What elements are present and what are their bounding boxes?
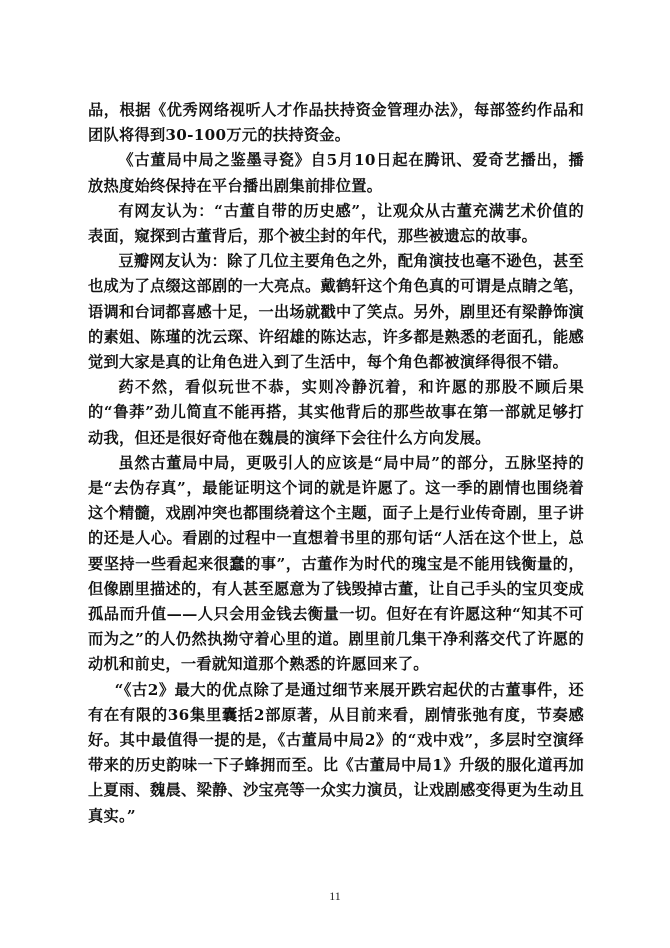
paragraph-theme-analysis: 虽然古董局中局，更吸引人的应该是“局中局”的部分，五脉坚持的是“去伪存真”，最能证明这个词的就是许愿了。这一季的剧情也围绕着这个精髓，戏剧冲突也都围绕着这个主题，面子上是行业传奇剧，里子讲的还是人心。看剧的过程中一直想着书里的那句话“人活在这个世上，总要坚持一些看起来很蠢的事”，古董作为时代的瑰宝是不能用钱衡量的，但像剧里描述的，有人甚至愿意为了钱毁掉古董，让自己手头的宝贝变成孤品而升值——人只会用金钱去衡量一切。但好在有许愿这种“知其不可而为之”的人仍然执拗守着心里的道。剧里前几集干净利落交代了许愿的动机和前史，一看就知道那个熟悉的许愿回来了。 [88,453,584,674]
paragraph-netizen-opinion: 有网友认为：“古董自带的历史感”，让观众从古董充满艺术价值的表面，窥探到古董背后，那个被尘封的年代，那些被遗忘的故事。 [88,201,584,246]
paragraph-character-yao: 药不然，看似玩世不恭，实则冷静沉着，和许愿的那股不顾后果的“鲁莽”劲儿简直不能再搭，其实他背后的那些故事在第一部就足够打动我，但还是很好奇他在魏晨的演绎下会往什么方向发展。 [88,378,584,447]
paragraph-quote-review: “《古2》最大的优点除了是通过细节来展开跌宕起伏的古董事件，还有在有限的36集里囊括2部原著，从目前来看，剧情张弛有度，节奏感好。其中最值得一提的是，《古董局中局2》的“戏中戏”，多层时空演绎带来的历史韵味一下子蜂拥而至。比《古董局中局1》升级的服化道再加上夏雨、魏晨、梁静、沙宝亮等一众实力演员，让戏剧感变得更为生动且真实。” [88,680,584,825]
paragraph-douban-review: 豆瓣网友认为：除了几位主要角色之外，配角演技也毫不逊色，甚至也成为了点缀这部剧的一大亮点。戴鹤轩这个角色真的可谓是点睛之笔，语调和台词都喜感十足，一出场就戳中了笑点。另外，剧里还有梁静饰演的素姐、陈瑾的沈云琛、许绍雄的陈达志，许多都是熟悉的老面孔，能感觉到大家是真的让角色进入到了生活中，每个角色都被演绎得很不错。 [88,252,584,372]
paragraph-continuation: 品，根据《优秀网络视听人才作品扶持资金管理办法》，每部签约作品和团队将得到30-100万元的扶持资金。 [88,101,584,145]
page-number: 11 [329,889,341,903]
paragraph-broadcast-info: 《古董局中局之鉴墨寻瓷》自5月10日起在腾讯、爱奇艺播出，播放热度始终保持在平台播出剧集前排位置。 [88,151,584,195]
document-body [88,98,584,829]
